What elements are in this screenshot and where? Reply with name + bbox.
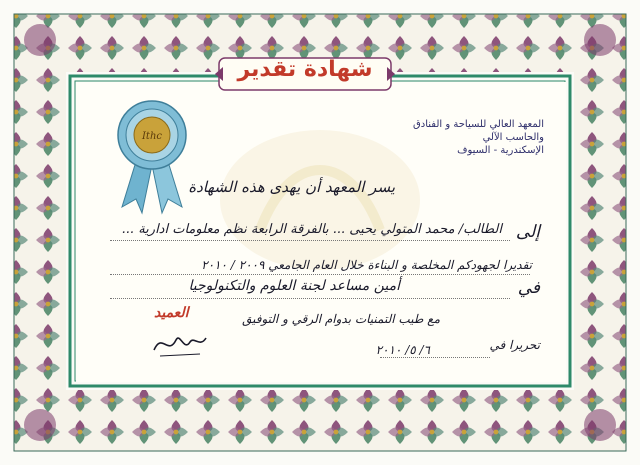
appreciation-line: تقديرا لجهودكم المخلصة و البناءة خلال العام الجامعي ٢٠٠٩ / ٢٠١٠ bbox=[201, 258, 532, 272]
date-dotted-line bbox=[380, 357, 490, 358]
handwritten-signature bbox=[150, 322, 210, 362]
to-label: إلى bbox=[515, 222, 540, 242]
institute-header bbox=[334, 118, 544, 157]
institute-line-3: الإسكندرية - السيوف bbox=[457, 145, 544, 156]
intro-text: يسر المعهد أن يهدى هذه الشهادة bbox=[188, 178, 395, 196]
award-ribbon-icon bbox=[112, 95, 192, 215]
student-dotted-line bbox=[110, 240, 510, 241]
student-line: الطالب/ محمد المتولي يحيى ... بالفرقة الرابعة نظم معلومات ادارية ... bbox=[121, 222, 502, 237]
wishes-text: مع طيب التمنيات بدوام الرقي و التوفيق bbox=[242, 312, 440, 326]
dean-title: العميد bbox=[154, 305, 189, 321]
issued-label: تحريرا في bbox=[489, 338, 540, 352]
certificate-title: شهادة تقدير bbox=[237, 57, 373, 82]
institute-line-1: المعهد العالي للسياحة و الفنادق bbox=[413, 119, 544, 130]
appreciation-dotted-line bbox=[110, 274, 530, 275]
in-label: في bbox=[517, 278, 540, 298]
issued-date: ٦/ ٥/ ٢٠١٠ bbox=[375, 343, 430, 357]
institute-line-2: والحاسب الآلي bbox=[482, 132, 544, 143]
seal-text: Ithc bbox=[141, 131, 163, 142]
activity-dotted-line bbox=[110, 298, 510, 299]
activity-text: أمين مساعد لجنة العلوم والتكنولوجيا bbox=[188, 278, 400, 294]
